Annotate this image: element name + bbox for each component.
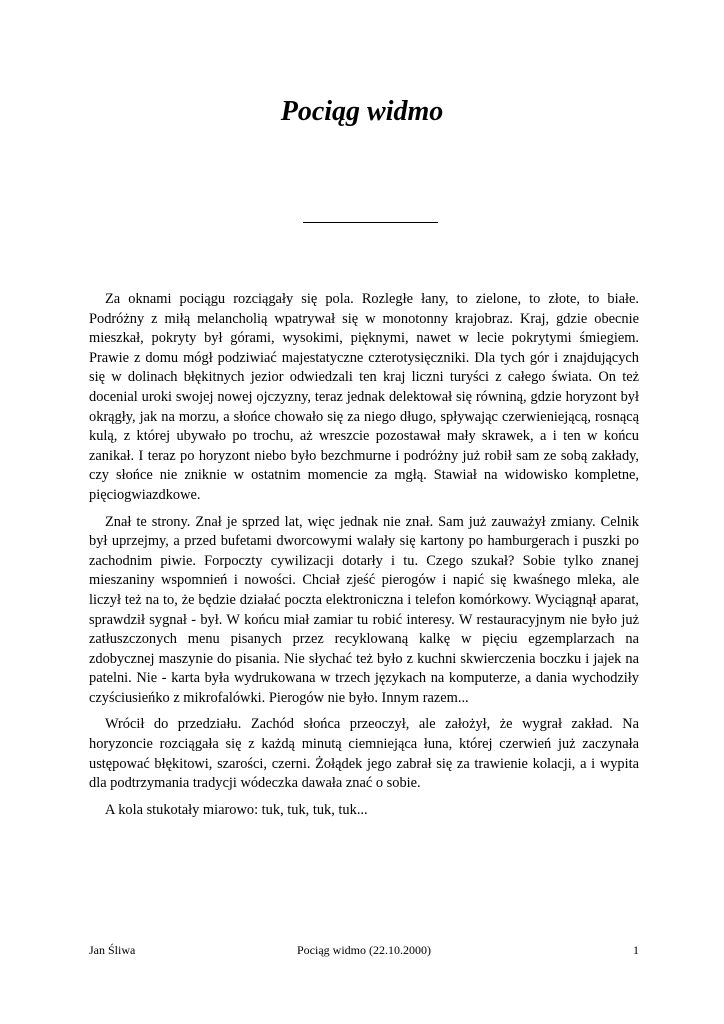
title-divider — [303, 222, 438, 223]
paragraph: Za oknami pociągu rozciągały się pola. Rozległe łany, to zielone, to złote, to białe. Podróżny z miłą melancholią wpatrywał się w monotonny krajobraz. Kraj, gdzie obecnie mieszkał, pokryty był górami, wysokimi, pięknymi, nawet w lecie pokrytymi śmiegiem. Prawie z domu mógł podziwiać majestatyczne czterotysięczniki. Dla tych gór i znajdujących się w dolinach błękitnych jezior odwiedzali ten kraj liczni turyści z całego świata. On też docenial uroki swojej nowej ojczyzny, teraz jednak delektował się równiną, gdzie horyzont był okrągły, jak na morzu, a słońce chowało się za niego długo, spływając czerwieniejącą, rosnącą kulą, z której ubywało po trochu, aż wreszcie pozostawał mały skrawek, a i ten w końcu zanikał. I teraz po horyzont niebo było bezchmurne i podróżny już robił sam ze sobą zakłady, czy słońce nie zniknie w ostatnim momencie za mgłą. Stawiał na widowisko kompletne, pięciogwiazdkowe. — [89, 291, 639, 503]
page-footer — [89, 941, 639, 959]
footer-title-date: Pociąg widmo (22.10.2000) — [297, 943, 431, 957]
document-title: Pociąg widmo — [280, 96, 444, 127]
document-body — [89, 290, 639, 827]
paragraph: Znał te strony. Znał je sprzed lat, więc jednak nie znał. Sam już zauważył zmiany. Celnik był uprzejmy, a przed bufetami dworcowymi walały się kartony po hamburgerach i puszki po zachodnim piwie. Forpoczty cywilizacji dotarły i tu. Czego szukał? Sobie tylko znanej mieszaniny wspomnień i nowości. Chciał zjeść pierogów i napić się kwaśnego mleka, ale liczył też na to, że będzie działać poczta elektroniczna i telefon komórkowy. Wyciągnął aparat, sprawdził sygnał - był. W końcu miał zamiar tu robić interesy. W restauracyjnym nie było już zatłuszczonych menu pisanych przez recyklowaną kalkę w pięciu egzemplarzach na zdobycznej maszynie do pisania. Nie słychać też było z kuchni skwierczenia boczku i jajek na patelni. Nie - karta była wydrukowana w trzech językach na komputerze, a dania wychodziły czyściusieńko z mikrofalówki. Pierogów nie było. Innym razem... — [89, 513, 639, 706]
footer-page-number: 1 — [633, 943, 639, 957]
paragraph: Wrócił do przedziału. Zachód słońca przeoczył, ale założył, że wygrał zakład. Na horyzoncie rozciągała się z każdą minutą ciemniejąca łuna, której czerwień już zaczynała ustępować błękitowi, szarości, czerni. Żołądek jego zabrał się za trawienie kolacji, a i wypita dla podtrzymania tradycji wódeczka dawała znać o sobie. — [89, 716, 639, 792]
footer-author: Jan Śliwa — [89, 943, 136, 957]
paragraph: A kola stukotały miarowo: tuk, tuk, tuk, tuk... — [105, 801, 368, 818]
